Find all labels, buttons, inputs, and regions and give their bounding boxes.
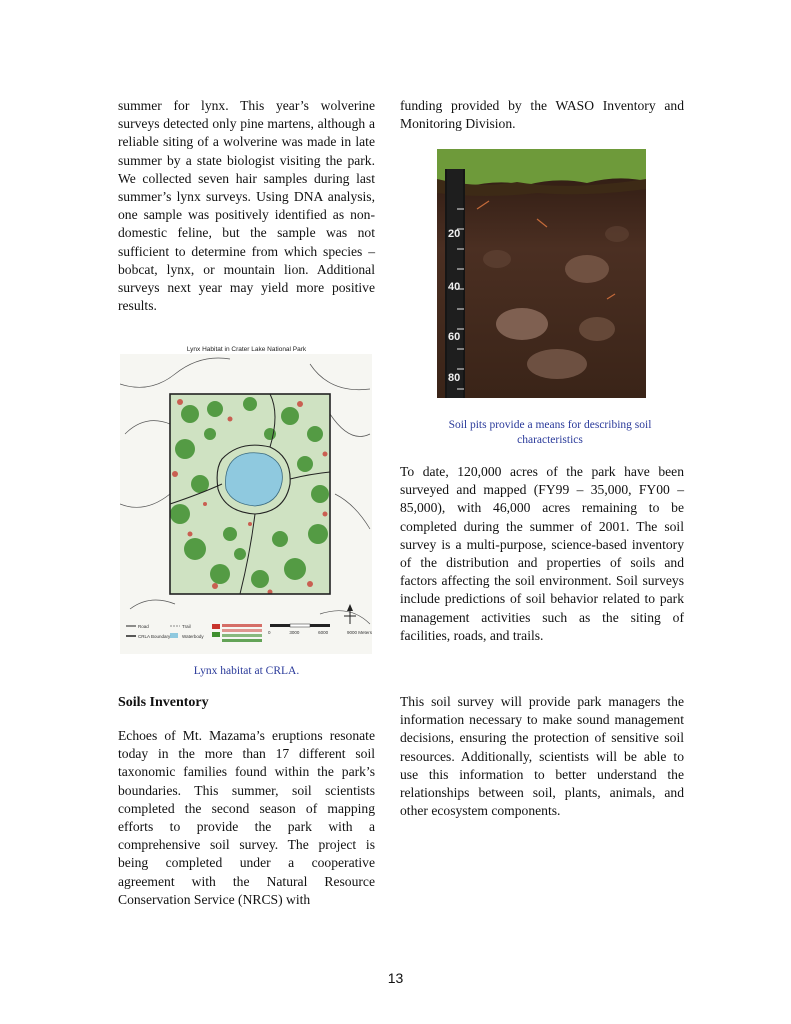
map-caption: Lynx habitat at CRLA. [193, 665, 300, 677]
acreage-paragraph: To date, 120,000 acres of the park have been surveyed and mapped (FY99 – 35,000, FY00 – 85,000), with 46,000 acres remaining to be completed during the summer of 2001. The soil survey is a multi-purpose, science-based inventory of the distribution and properties of soils and factors affecting the soil environment. Soil surveys include predictions of soil behavior related to park management activities such as the siting of facilities, roads, and trails. [400, 464, 684, 643]
ruler-label-60: 60 [448, 331, 461, 343]
map-title: Lynx Habitat in Crater Lake National Park [186, 346, 307, 353]
legend-label: Waterbody [182, 634, 204, 639]
scale-labels [268, 630, 372, 635]
soils-inventory-heading: Soils Inventory [118, 695, 209, 710]
soils-paragraph: Echoes of Mt. Mazama’s eruptions resonate today in the more than 17 different soil taxonomic families found within the park’s boundaries. This summer, soil scientists completed the second season of mapping efforts to provide the park with a comprehensive soil survey. The project is being completed under a cooperative agreement with the Natural Resource Conservation Service (NRCS) with [118, 728, 375, 907]
legend-label: CRLA Boundary [138, 634, 171, 639]
lynx-habitat-map [120, 354, 372, 654]
managers-paragraph: This soil survey will provide park managers the information necessary to make sound management decisions, ensuring the protection of sensitive soil resources. Additionally, scientists will be able to use this information to better understand the relationships between soil, plants, animals, and other ecosystem components. [400, 694, 684, 819]
scale-label: 9000 Meters [346, 630, 372, 635]
left-column-lower [118, 727, 375, 909]
map-graphic [120, 354, 372, 654]
soil-pit-photo [437, 149, 646, 398]
lynx-survey-paragraph: summer for lynx. This year’s wolverine surveys detected only pine martens, although a reliable siting of a wolverine was made in late summer by a state biologist visiting the park. We collected seven hair samples during last summer’s lynx surveys. Using DNA analysis, one sample was positively identified as non-domestic feline, but the sample was not sufficient to determine from which species – bobcat, lynx, or mountain lion. Additional surveys next year may yield more positive results. [118, 98, 375, 314]
legend-labels-b [182, 622, 204, 642]
page-number: 13 [387, 970, 404, 986]
photo-caption: Soil pits provide a means for describing soil characteristics [448, 419, 652, 446]
scale-label: 6000 [318, 630, 329, 635]
funding-paragraph: funding provided by the WASO Inventory and Monitoring Division. [400, 98, 684, 132]
legend-label: Trail [182, 624, 191, 629]
right-column-middle [400, 463, 684, 645]
scale-label: 0 [268, 630, 271, 635]
legend-label: Road [138, 624, 149, 629]
ruler-label-20: 20 [448, 228, 461, 240]
scale-bar [270, 624, 330, 627]
legend-labels-a [138, 622, 170, 642]
right-column-lower [400, 693, 684, 820]
ruler-label-40: 40 [448, 281, 461, 293]
crater-lake [226, 453, 283, 506]
scale-label: 3000 [289, 630, 300, 635]
left-column [118, 97, 375, 315]
ruler-label-80: 80 [448, 372, 461, 384]
right-column [400, 97, 684, 133]
soil-pit-graphic [437, 149, 646, 398]
